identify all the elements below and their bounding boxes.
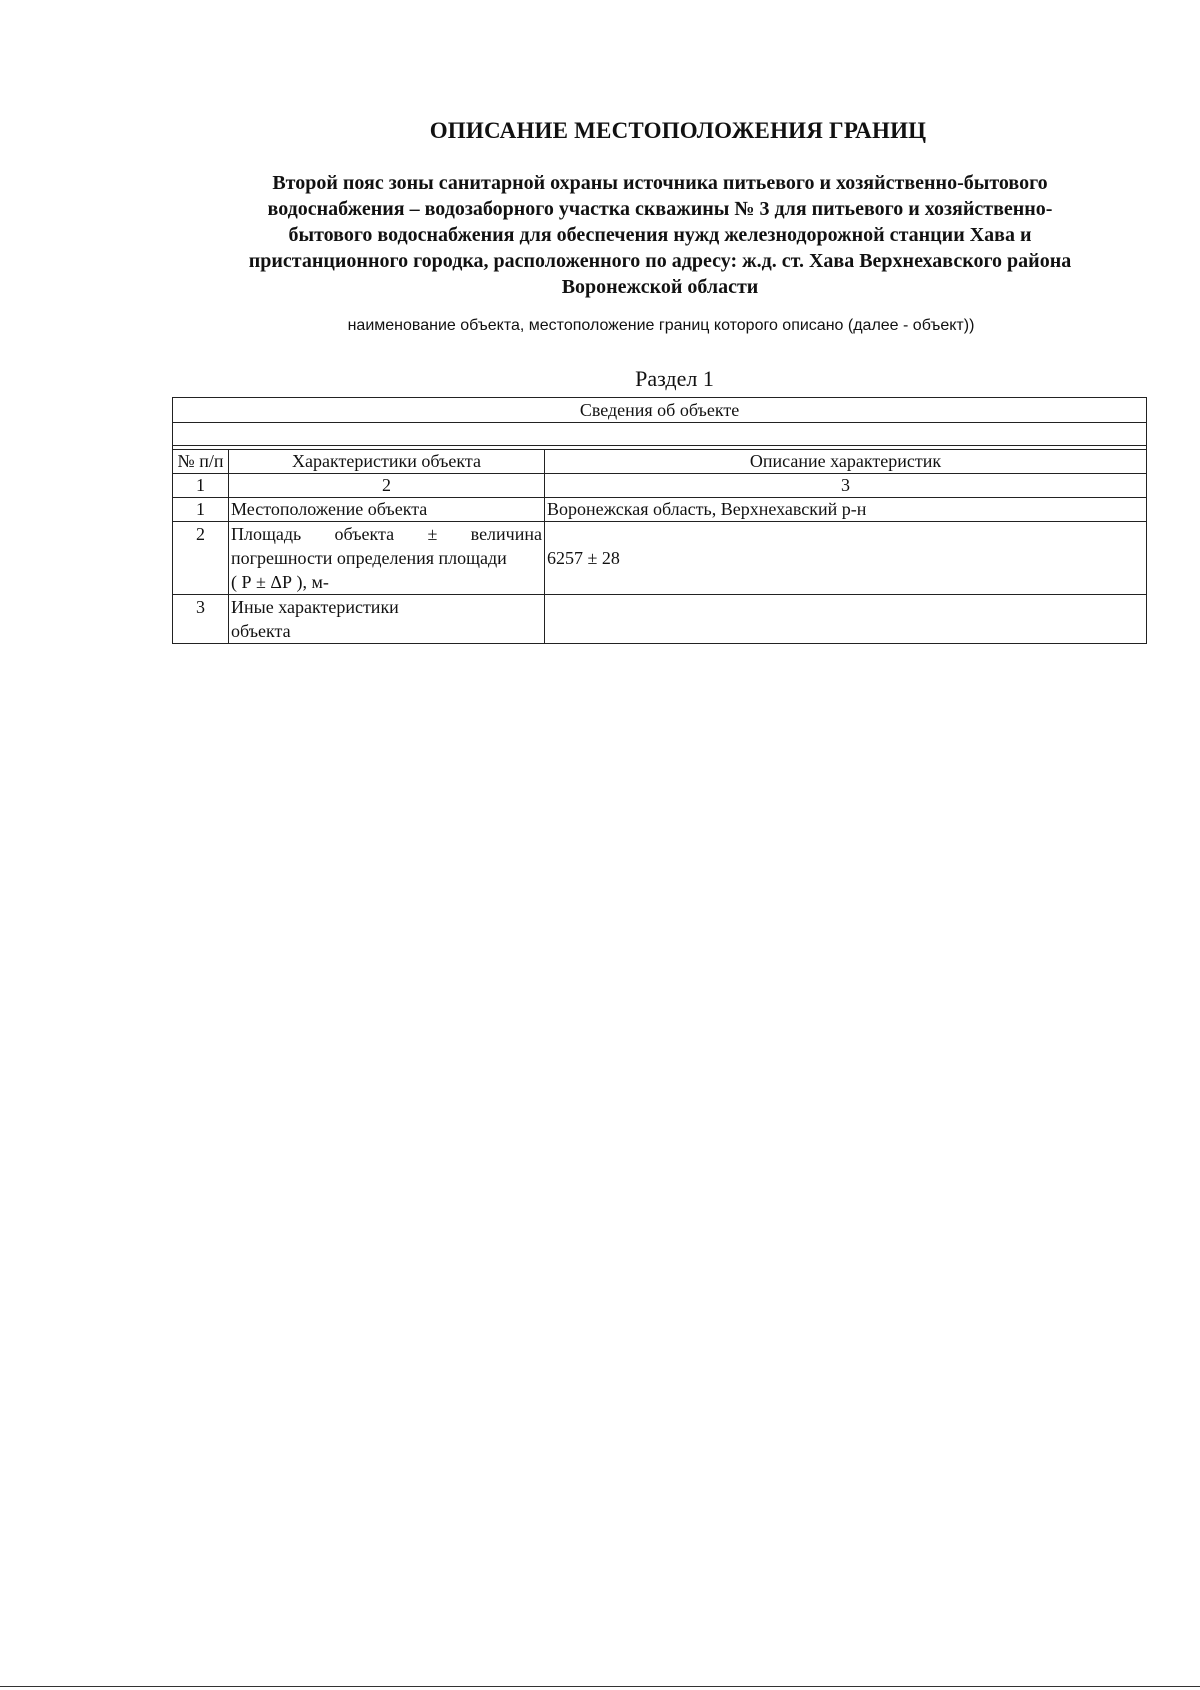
table-row xyxy=(173,498,1146,522)
row-characteristic xyxy=(229,522,545,594)
table-row xyxy=(173,595,1146,643)
table-row xyxy=(173,522,1146,595)
document-subtitle xyxy=(195,170,1125,300)
object-info-table xyxy=(172,397,1147,644)
document-title: ОПИСАНИЕ МЕСТОПОЛОЖЕНИЯ ГРАНИЦ xyxy=(429,118,927,143)
row-number: 2 xyxy=(173,522,229,594)
table-heading: Сведения об объекте xyxy=(173,398,1146,423)
subtitle-line: Воронежской области xyxy=(561,276,759,298)
characteristic-word: объекта xyxy=(334,524,395,544)
row-characteristic: Местоположение объекта xyxy=(229,498,545,521)
row-description: Воронежская область, Верхнехавский р-н xyxy=(547,499,867,519)
table-header-row xyxy=(173,450,1146,474)
characteristic-line: объекта xyxy=(231,621,291,641)
row-description xyxy=(545,595,1146,643)
table-blank-row xyxy=(173,423,1146,446)
characteristic-word: ± xyxy=(427,524,438,544)
column-header-number: № п/п xyxy=(173,450,229,473)
row-description xyxy=(545,522,1146,594)
characteristic-line: погрешности определения площади xyxy=(231,548,507,568)
column-number: 3 xyxy=(841,475,850,495)
column-header-characteristic: Характеристики объекта xyxy=(229,450,545,473)
document-caption: наименование объекта, местоположение границ которого описано (далее - объект)) xyxy=(347,317,975,334)
row-characteristic xyxy=(229,595,545,643)
page-bottom-divider xyxy=(0,1686,1200,1687)
section-title: Раздел 1 xyxy=(635,366,714,391)
row-number: 1 xyxy=(173,498,229,521)
subtitle-line: Второй пояс зоны санитарной охраны источника питьевого и хозяйственно-бытового xyxy=(272,172,1048,194)
column-header-description: Описание характеристик xyxy=(749,451,942,471)
characteristic-word: Площадь xyxy=(231,524,302,544)
column-number: 2 xyxy=(229,474,545,497)
column-number: 1 xyxy=(173,474,229,497)
row-number: 3 xyxy=(173,595,229,643)
subtitle-line: водоснабжения – водозаборного участка скважины № 3 для питьевого и хозяйственно- xyxy=(267,198,1053,220)
subtitle-line: пристанционного городка, расположенного по адресу: ж.д. ст. Хава Верхнехавского района xyxy=(248,250,1072,272)
characteristic-word: величина xyxy=(470,524,542,544)
characteristic-line xyxy=(231,522,544,546)
characteristic-line: Иные характеристики xyxy=(231,597,399,617)
subtitle-line: бытового водоснабжения для обеспечения нужд железнодорожной станции Хава и xyxy=(288,224,1032,246)
characteristic-line: ( Р ± ΔР ), м- xyxy=(231,572,329,592)
area-value: 6257 ± 28 xyxy=(547,547,620,568)
table-column-numbers-row xyxy=(173,474,1146,498)
